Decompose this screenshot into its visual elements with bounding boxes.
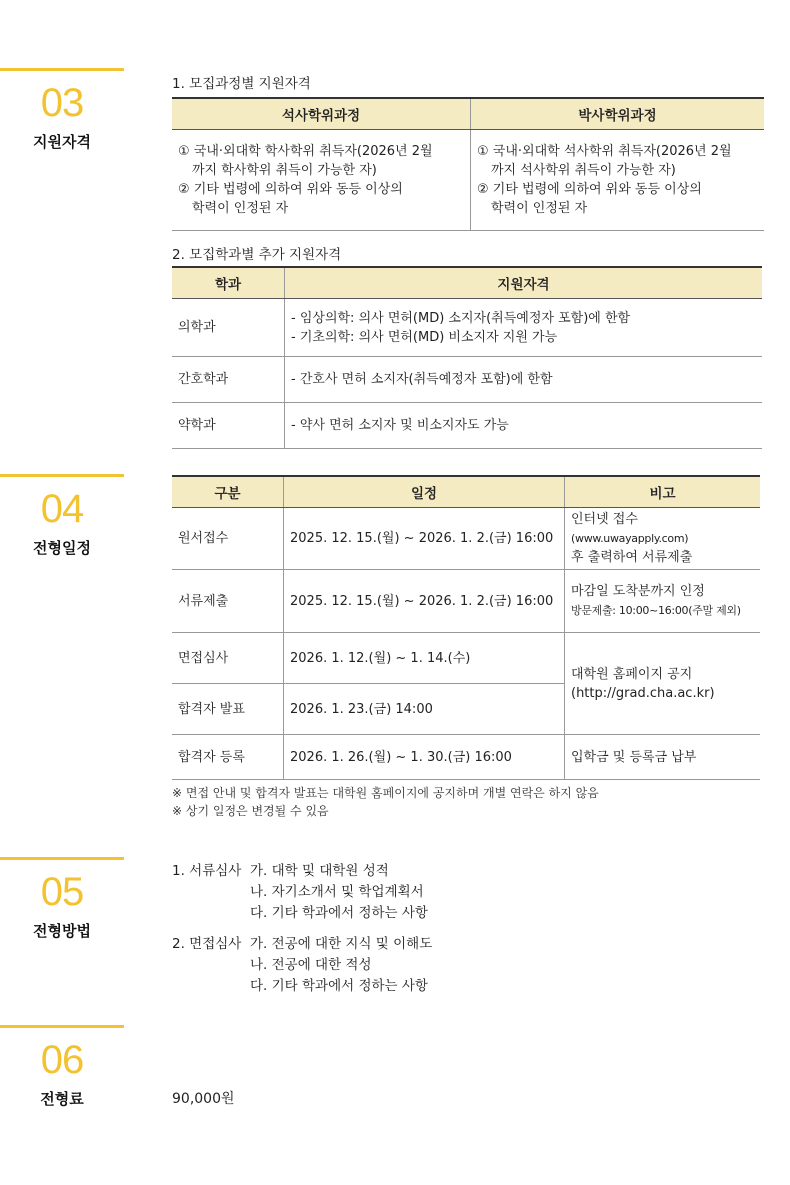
section-number: 05: [40, 870, 84, 914]
method-line: 다. 기타 학과에서 정하는 사항: [250, 905, 428, 921]
section-marker: [0, 474, 124, 558]
schedule-table: [172, 475, 760, 780]
section-marker: [0, 68, 124, 152]
note-line: ※ 면접 안내 및 합격자 발표는 대학원 홈페이지에 공지하며 개별 연락은 하지 않음: [172, 786, 599, 800]
text-line: 학력이 인정된 자: [192, 201, 289, 216]
schedule-notes: [172, 784, 599, 820]
section-number: 04: [40, 487, 84, 531]
text-line: 까지 학사학위 취득이 가능한 자): [192, 163, 377, 178]
accent-bar: [0, 68, 124, 71]
section-marker: [0, 857, 124, 941]
header-item: 구분: [172, 476, 284, 508]
text-line: 대학원 홈페이지 공지: [571, 666, 693, 682]
header-requirement: 지원자격: [285, 267, 763, 299]
method-line: 가. 대학 및 대학원 성적: [250, 863, 389, 879]
header-date: 일정: [284, 476, 565, 508]
header-doctor: 박사학위과정: [471, 98, 765, 130]
method-interview: [172, 934, 432, 997]
schedule-date: 2026. 1. 23.(금) 14:00: [284, 684, 565, 735]
requirement-cell: - 약사 면허 소지자 및 비소지자도 가능: [285, 403, 763, 449]
schedule-item: 합격자 발표: [172, 684, 284, 735]
section-title: 전형일정: [33, 539, 91, 557]
schedule-note: [565, 570, 761, 633]
text-line: ① 국내·외대학 학사학위 취득자(2026년 2월: [178, 144, 433, 159]
text-line: (http://grad.cha.ac.kr): [571, 685, 715, 701]
method-line: 다. 기타 학과에서 정하는 사항: [250, 978, 428, 994]
text-line: 마감일 도착분까지 인정: [571, 584, 705, 599]
section-marker: [0, 1025, 124, 1109]
schedule-item: 원서접수: [172, 508, 284, 570]
header-note: 비고: [565, 476, 761, 508]
schedule-item: 서류제출: [172, 570, 284, 633]
method-label: 2. 면접심사: [172, 936, 242, 952]
fee-amount: 90,000원: [172, 1091, 235, 1107]
note-line: ※ 상기 일정은 변경될 수 있음: [172, 804, 329, 818]
master-qualification-cell: [172, 130, 471, 231]
subtitle-course-qualification: 1. 모집과정별 지원자격: [172, 76, 311, 92]
course-qualification-table: [172, 97, 764, 231]
header-master: 석사학위과정: [172, 98, 471, 130]
method-line: 나. 자기소개서 및 학업계획서: [250, 884, 424, 900]
requirement-cell: - 간호사 면허 소지자(취득예정자 포함)에 한함: [285, 357, 763, 403]
method-line: 나. 전공에 대한 적성: [250, 957, 372, 973]
accent-bar: [0, 857, 124, 860]
text-line: 까지 석사학위 취득이 가능한 자): [491, 163, 676, 178]
method-line: 가. 전공에 대한 지식 및 이해도: [250, 936, 433, 952]
text-line: 인터넷 접수: [571, 512, 638, 527]
dept-name: 의학과: [172, 299, 285, 357]
method-label: 1. 서류심사: [172, 863, 242, 879]
text-line: 후 출력하여 서류제출: [571, 550, 693, 565]
text-line: ② 기타 법령에 의하여 위와 동등 이상의: [477, 182, 702, 197]
requirement-cell: [285, 299, 763, 357]
header-dept: 학과: [172, 267, 285, 299]
doctor-qualification-cell: [471, 130, 765, 231]
section-title: 지원자격: [33, 133, 91, 151]
text-line: ① 국내·외대학 석사학위 취득자(2026년 2월: [477, 144, 732, 159]
schedule-item: 합격자 등록: [172, 735, 284, 780]
accent-bar: [0, 1025, 124, 1028]
subtitle-dept-qualification: 2. 모집학과별 추가 지원자격: [172, 247, 342, 263]
text-line: - 기초의학: 의사 면허(MD) 비소지자 지원 가능: [291, 329, 558, 345]
section-number: 03: [40, 81, 84, 125]
method-document-review: [172, 861, 428, 924]
schedule-item: 면접심사: [172, 633, 284, 684]
schedule-date: 2026. 1. 26.(월) ~ 1. 30.(금) 16:00: [284, 735, 565, 780]
section-title: 전형방법: [33, 922, 91, 940]
schedule-note: 입학금 및 등록금 납부: [565, 735, 761, 780]
schedule-note-merged: [565, 633, 761, 735]
schedule-date: 2025. 12. 15.(월) ~ 2026. 1. 2.(금) 16:00: [284, 570, 565, 633]
dept-name: 약학과: [172, 403, 285, 449]
dept-name: 간호학과: [172, 357, 285, 403]
text-line: 방문제출: 10:00~16:00(주말 제외): [571, 604, 741, 617]
section-number: 06: [40, 1038, 84, 1082]
schedule-date: 2025. 12. 15.(월) ~ 2026. 1. 2.(금) 16:00: [284, 508, 565, 570]
schedule-note: [565, 508, 761, 570]
section-title: 전형료: [40, 1090, 84, 1108]
accent-bar: [0, 474, 124, 477]
text-line: - 임상의학: 의사 면허(MD) 소지자(취득예정자 포함)에 한함: [291, 310, 631, 326]
text-line: ② 기타 법령에 의하여 위와 동등 이상의: [178, 182, 403, 197]
dept-qualification-table: [172, 266, 762, 449]
text-line: 학력이 인정된 자: [491, 201, 588, 216]
schedule-date: 2026. 1. 12.(월) ~ 1. 14.(수): [284, 633, 565, 684]
url-text: (www.uwayapply.com): [571, 532, 689, 545]
